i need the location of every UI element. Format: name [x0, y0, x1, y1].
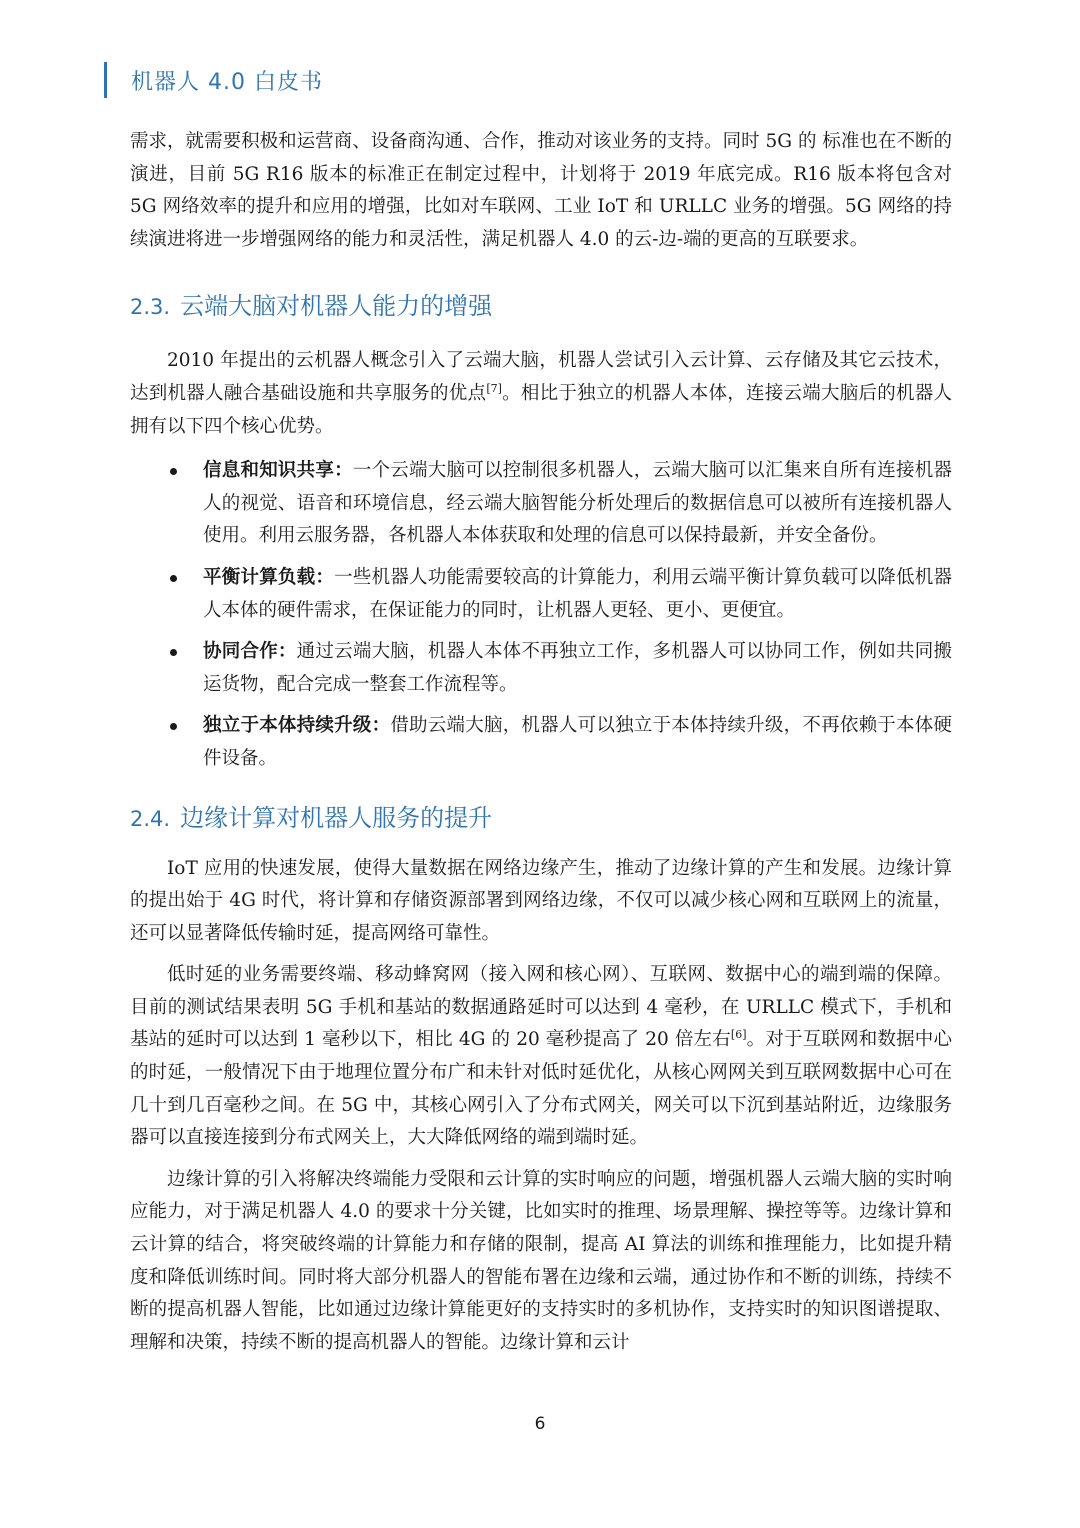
paragraph-continued: 需求，就需要积极和运营商、设备商沟通、合作，推动对该业务的支持。同时 5G 的 标准也在不断的演进，目前 5G R16 版本的标准正在制定过程中，计划将于 2019 年底完成。R16 版本将包含对 5G 网络效率的提升和应用的增强，比如对车联网、工业 IoT 和 URLLC 业务的增强。5G 网络的持续演进将进一步增强网络的能力和灵活性，满足机器人 4.0 的云-边-端的更高的互联要求。 [130, 131, 952, 250]
bullet-icon [170, 649, 177, 656]
section-title: 边缘计算对机器人服务的提升 [180, 803, 493, 832]
paragraph-text-part-2: 。对于互联网和数据中心的时延，一般情况下由于地理位置分布广和未针对低时延优化，从核心网网关到互联网数据中心可在几十到几百毫秒之间。在 5G 中，其核心网引入了分布式网关，网关可以下沉到基站附近，边缘服务器可以直接连接到分布式网关上，大大降低网络的端到端时延。 [130, 1029, 952, 1149]
document-title: 机器人 4.0 白皮书 [131, 69, 323, 95]
bullet-term: 协同合作： [203, 641, 297, 663]
section-number: 2.3. [130, 295, 171, 320]
advantages-list [130, 455, 952, 775]
section-heading-2-4 [130, 798, 952, 839]
intro-text-part-1: 2010 年提出的云机器人概念引入了云端大脑，机器人尝试引入云计算、云存储及其它云技术，达到机器人融合基础设施和共享服务的优点 [130, 350, 952, 404]
paragraph-text-part-1: 低时延的业务需要终端、移动蜂窝网（接入网和核心网）、互联网、数据中心的端到端的保障。目前的测试结果表明 5G 手机和基站的数据通路延时可以达到 4 毫秒，在 URLLC 模式下，手机和基站的延时可以达到 1 毫秒以下，相比 4G 的 20 毫秒提高了 20 倍左右 [130, 964, 952, 1051]
citation-ref: [7] [486, 381, 502, 395]
bullet-term: 独立于本体持续升级： [203, 715, 391, 737]
list-item [130, 455, 952, 553]
bullet-icon [170, 723, 177, 730]
section-title: 云端大脑对机器人能力的增强 [180, 292, 493, 321]
intro-text-part-2: 。相比于独立的机器人本体，连接云端大脑后的机器人拥有以下四个核心优势。 [130, 382, 952, 437]
bullet-text: 借助云端大脑，机器人可以独立于本体持续升级，不再依赖于本体硬件设备。 [203, 715, 952, 769]
bullet-text: 一个云端大脑可以控制很多机器人，云端大脑可以汇集来自所有连接机器人的视觉、语音和环境信息，经云端大脑智能分析处理后的数据信息可以被所有连接机器人使用。利用云服务器，各机器人本体获取和处理的信息可以保持最新，并安全备份。 [203, 460, 952, 547]
list-item [130, 562, 952, 627]
section-2-4-paragraph-2 [130, 959, 952, 1155]
bullet-text: 一些机器人功能需要较高的计算能力，利用云端平衡计算负载可以降低机器人本体的硬件需求，在保证能力的同时，让机器人更轻、更小、更便宜。 [203, 566, 952, 621]
list-item [130, 636, 952, 701]
section-2-3-intro [130, 345, 952, 443]
running-header [104, 62, 323, 98]
section-number: 2.4. [130, 806, 171, 831]
bullet-term: 平衡计算负载： [203, 566, 335, 588]
bullet-icon [170, 468, 177, 475]
bullet-text: 通过云端大脑，机器人本体不再独立工作，多机器人可以协同工作，例如共同搬运货物，配合完成一整套工作流程等。 [203, 641, 952, 695]
section-2-4-paragraph-1: IoT 应用的快速发展，使得大量数据在网络边缘产生，推动了边缘计算的产生和发展。边缘计算的提出始于 4G 时代，将计算和存储资源部署到网络边缘，不仅可以减少核心网和互联网上的流量，还可以显著降低传输时延，提高网络可靠性。 [130, 857, 952, 944]
section-2-4-paragraph-3: 边缘计算的引入将解决终端能力受限和云计算的实时响应的问题，增强机器人云端大脑的实时响应能力，对于满足机器人 4.0 的要求十分关键，比如实时的推理、场景理解、操控等等。边缘计算和云计算的结合，将突破终端的计算能力和存储的限制，提高 AI 算法的训练和推理能力，比如提升精度和降低训练时间。同时将大部分机器人的智能布署在边缘和云端，通过协作和不断的训练，持续不断的提高机器人智能，比如通过边缘计算能更好的支持实时的多机协作，支持实时的知识图谱提取、理解和决策，持续不断的提高机器人的智能。边缘计算和云计 [130, 1168, 952, 1353]
bullet-term: 信息和知识共享： [203, 460, 353, 482]
bullet-icon [170, 575, 177, 582]
page-body [130, 126, 952, 1359]
page-number: 6 [534, 1414, 546, 1434]
citation-ref: [6] [730, 1028, 747, 1042]
section-heading-2-3 [130, 286, 952, 327]
list-item [130, 710, 952, 775]
